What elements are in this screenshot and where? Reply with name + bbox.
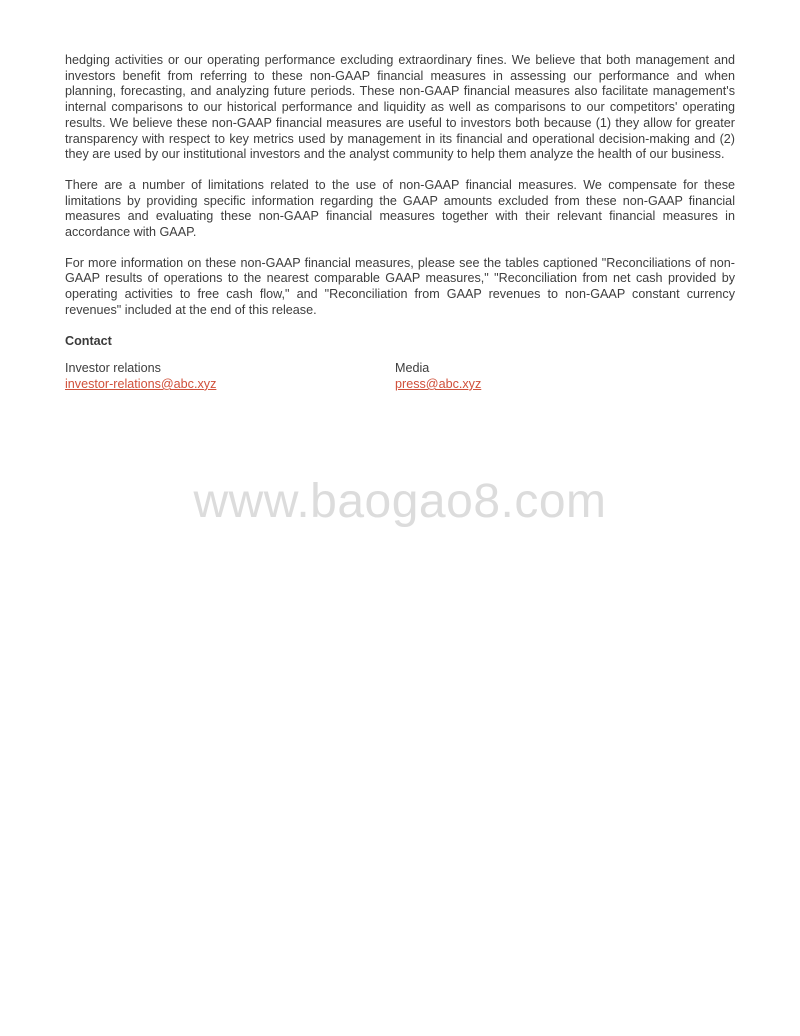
investor-relations-email-link[interactable]: investor-relations@abc.xyz [65,376,217,391]
investor-relations-label: Investor relations [65,361,161,376]
media-contact [395,361,735,392]
investor-contact [65,361,395,392]
watermark: www.baogao8.com [193,475,607,528]
contact-heading: Contact [65,333,112,348]
paragraph-non-gaap-benefits: hedging activities or our operating performance excluding extraordinary fines. We believe that both management and investors benefit from referring to these non-GAAP financial measures in assessing our performance and when planning, forecasting, and analyzing future periods. These non-GAAP financial measures also facilitate management's internal comparisons to our historical performance and liquidity as well as comparisons to our competitors' operating results. We believe these non-GAAP financial measures are useful to investors both because (1) they allow for greater transparency with respect to key metrics used by management in its financial and operational decision-making and (2) they are used by our institutional investors and the analyst community to help them analyze the health of our business. [65,53,735,162]
document-page [65,53,735,393]
paragraph-limitations: There are a number of limitations related to the use of non-GAAP financial measures. We compensate for these limitations by providing specific information regarding the GAAP amounts excluded from these non-GAAP financial measures and evaluating these non-GAAP financial measures together with their relevant financial measures in accordance with GAAP. [65,177,735,240]
media-label: Media [395,361,430,376]
contact-section [65,361,735,392]
paragraph-more-information: For more information on these non-GAAP financial measures, please see the tables captioned "Reconciliations of non-GAAP results of operations to the nearest comparable GAAP measures," "Reconciliation from net cash provided by operating activities to free cash flow," and "Reconciliation from GAAP revenues to non-GAAP constant currency revenues" included at the end of this release. [65,255,735,317]
media-email-link[interactable]: press@abc.xyz [395,376,482,391]
